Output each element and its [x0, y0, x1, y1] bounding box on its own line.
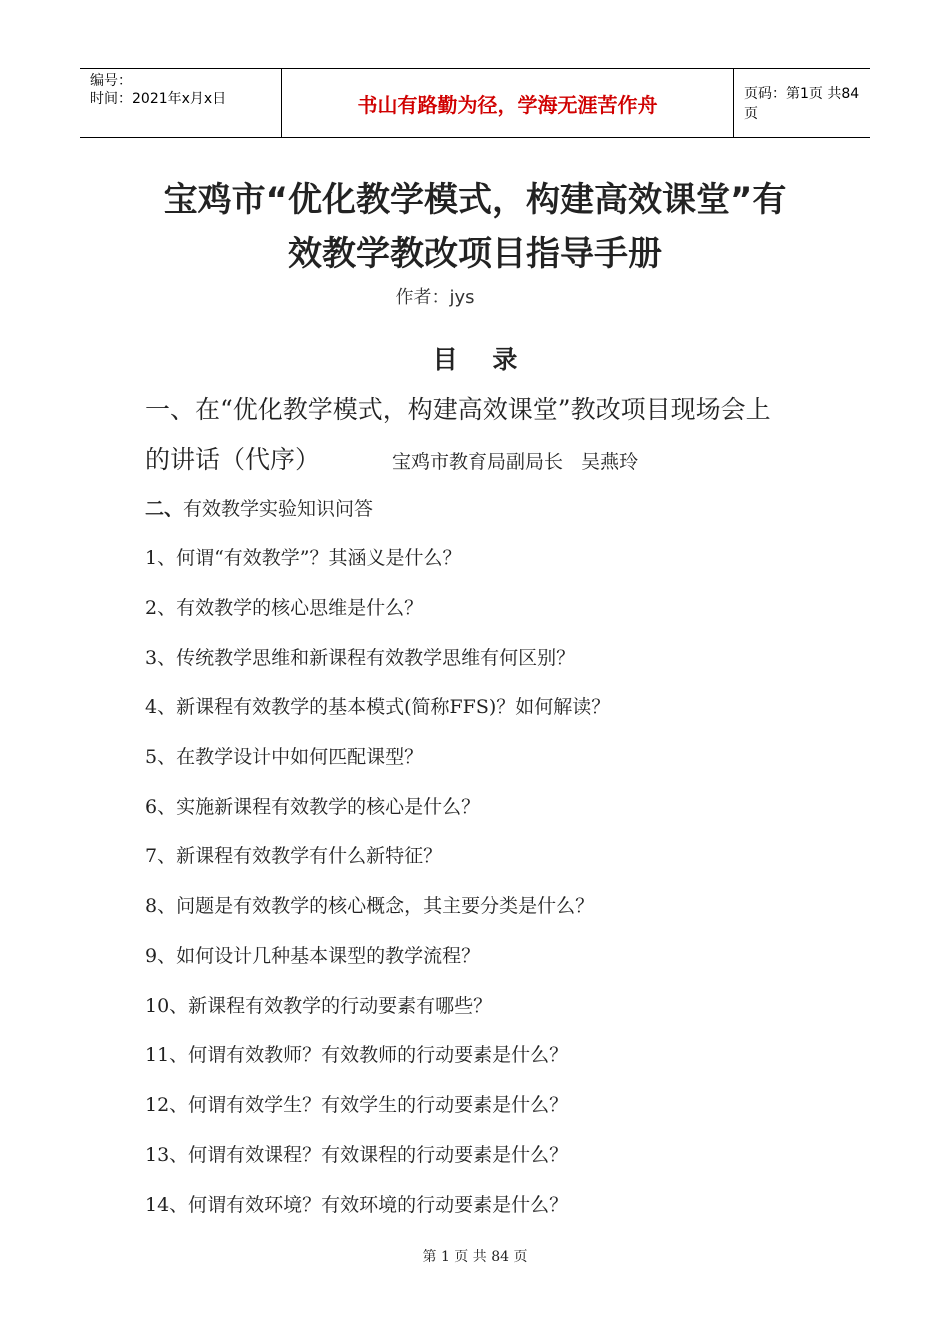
toc-question-item: 8、问题是有效教学的核心概念，其主要分类是什么？ [145, 895, 595, 917]
document-author: 作者：jys [395, 287, 475, 308]
document-time-label: 时间：2021年x月x日 [90, 91, 227, 107]
toc-question-item: 3、传统教学思维和新课程有效教学思维有何区别？ [145, 647, 576, 669]
document-number-label: 编号： [90, 73, 132, 89]
toc-question-item: 12、何谓有效学生？有效学生的行动要素是什么？ [145, 1094, 569, 1116]
toc-question-item: 7、新课程有效教学有什么新特征？ [145, 845, 443, 867]
header-motto: 书山有路勤为径，学海无涯苦作舟 [357, 92, 658, 117]
toc-question-item: 6、实施新课程有效教学的核心是什么？ [145, 796, 481, 818]
toc-question-item: 9、如何设计几种基本课型的教学流程？ [145, 945, 481, 967]
document-title-line1: 宝鸡市“优化教学模式，构建高效课堂”有 [163, 180, 787, 220]
document-title-line2: 效教学教改项目指导手册 [288, 234, 662, 274]
header-meta-cell [80, 69, 281, 137]
toc-section1-speaker: 宝鸡市教育局副局长 吴燕玲 [392, 451, 639, 473]
toc-section2-text: 有效教学实验知识问答 [183, 498, 374, 520]
toc-question-item: 1、何谓“有效教学”？其涵义是什么？ [145, 547, 462, 569]
toc-question-item: 5、在教学设计中如何匹配课型？ [145, 746, 424, 768]
toc-question-item: 2、有效教学的核心思维是什么？ [145, 597, 424, 619]
header-page-info: 页码：第1页 共84页 [744, 86, 860, 122]
toc-section2-prefix: 二、 [145, 498, 184, 520]
toc-question-item: 14、何谓有效环境？有效环境的行动要素是什么？ [145, 1194, 569, 1216]
toc-question-item: 4、新课程有效教学的基本模式(简称FFS)？如何解读？ [145, 696, 611, 718]
toc-section1-title-end: 的讲话（代序） [145, 445, 321, 474]
toc-question-item: 13、何谓有效课程？有效课程的行动要素是什么？ [145, 1144, 569, 1166]
toc-section1-line2 [145, 440, 638, 476]
toc-section1-line1: 一、在“优化教学模式，构建高效课堂”教改项目现场会上 [145, 395, 771, 424]
header-motto-cell [281, 69, 734, 137]
header-page-cell [734, 69, 870, 137]
toc-question-item: 10、新课程有效教学的行动要素有哪些？ [145, 995, 493, 1017]
page-header-table [80, 68, 870, 138]
toc-heading: 目 录 [432, 345, 518, 374]
page-footer: 第 1 页 共 84 页 [422, 1249, 528, 1265]
toc-question-item: 11、何谓有效教师？有效教师的行动要素是什么？ [145, 1044, 569, 1066]
toc-section2 [145, 494, 373, 521]
